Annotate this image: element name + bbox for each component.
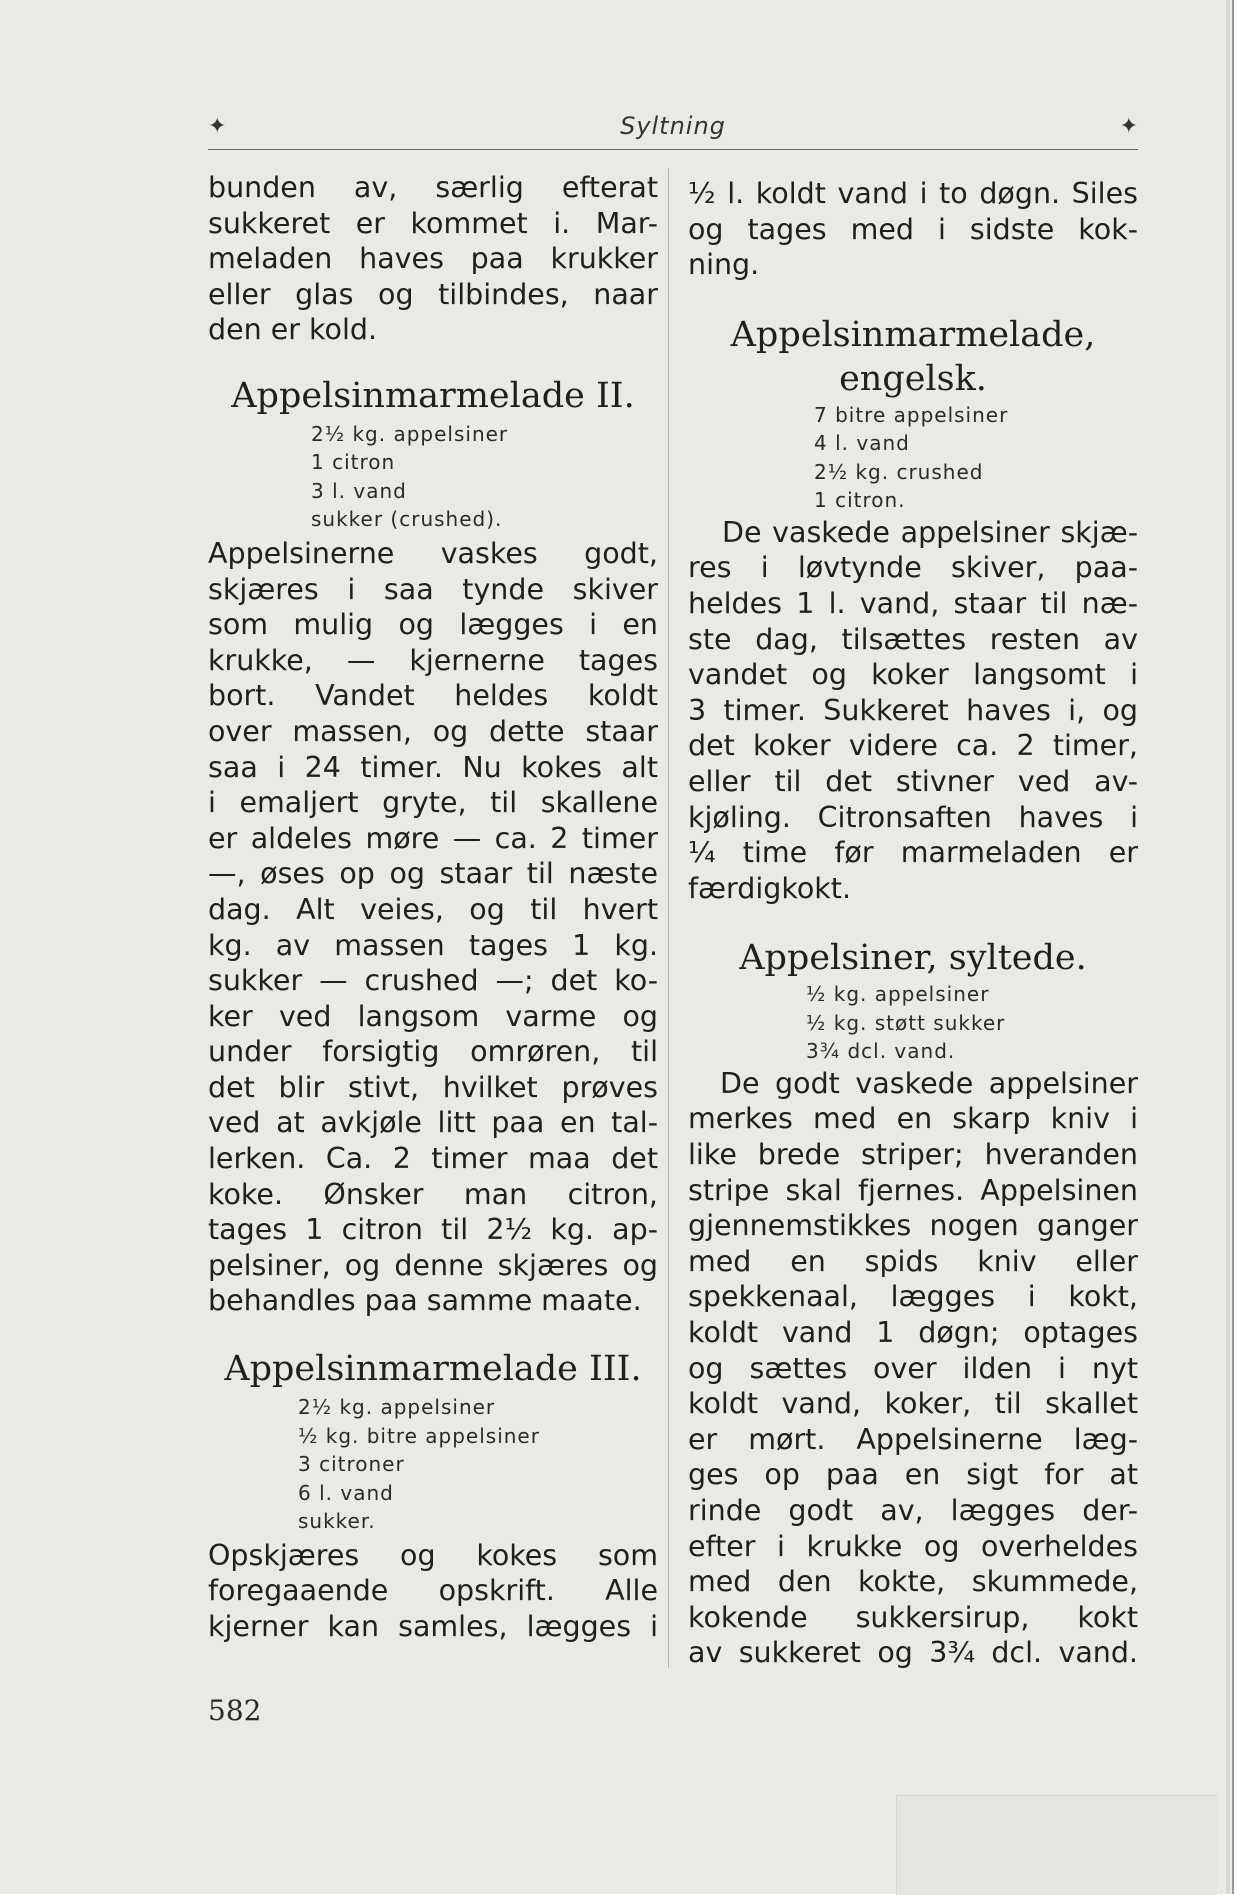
ingredient-item: 2½ kg. crushed: [814, 459, 984, 484]
header-rule: [208, 149, 1138, 150]
text-line: ved at avkjøle litt paa en tal-: [208, 1106, 658, 1140]
right-column: [688, 176, 1138, 1671]
text-line: koldt vand, koker, til skallet: [688, 1387, 1138, 1421]
ornament-right-icon: ✦: [1119, 114, 1138, 139]
ingredient-item: sukker (crushed).: [311, 507, 503, 532]
ingredient-item: sukker.: [298, 1509, 376, 1534]
recipe-paragraph: [208, 1538, 658, 1645]
heading-line: engelsk.: [839, 358, 987, 399]
recipe-paragraph: [208, 536, 658, 1319]
recipe-heading: Appelsinmarmelade II.: [231, 375, 635, 416]
text-line: kjøling. Citronsaften haves i: [688, 800, 1138, 834]
ingredient-item: 1 citron: [311, 450, 396, 475]
text-line: krukke, — kjernerne tages: [208, 643, 658, 677]
text-line: saa i 24 timer. Nu kokes alt: [208, 750, 658, 784]
text-line: stripe skal fjernes. Appelsinen: [688, 1173, 1138, 1207]
text-line: av sukkeret og 3¾ dcl. vand.: [688, 1636, 1138, 1670]
text-line: meladen haves paa krukker: [208, 242, 658, 276]
ingredient-item: 2½ kg. appelsiner: [298, 1395, 496, 1420]
recipe-paragraph: [688, 515, 1138, 907]
text-line: skjæres i saa tynde skiver: [208, 572, 658, 606]
text-line: 3 timer. Sukkeret haves i, og: [688, 693, 1138, 727]
text-line: som mulig og lægges i en: [208, 608, 658, 642]
text-line: tages 1 citron til 2½ kg. ap-: [208, 1213, 658, 1247]
ingredient-item: ½ kg. appelsiner: [806, 982, 990, 1007]
text-line: efter i krukke og overheldes: [688, 1529, 1138, 1563]
recipe-heading: [688, 313, 1138, 401]
text-line: res i løvtynde skiver, paa-: [688, 551, 1138, 585]
text-line: dag. Alt veies, og til hvert: [208, 892, 658, 926]
recipe-heading: Appelsinmarmelade III.: [224, 1349, 642, 1390]
text-line: bort. Vandet heldes koldt: [208, 679, 658, 713]
text-line: ½ l. koldt vand i to døgn. Siles: [688, 177, 1138, 210]
ingredient-item: 3¾ dcl. vand.: [806, 1039, 956, 1064]
column-divider: [668, 168, 669, 1668]
text-line: De vaskede appelsiner skjæ-: [722, 515, 1138, 549]
heading-line: Appelsinmarmelade,: [730, 314, 1096, 355]
ingredient-item: 4 l. vand: [814, 431, 910, 456]
right-intro-paragraph: [688, 176, 1138, 283]
text-line: eller til det stivner ved av-: [688, 764, 1138, 798]
text-line: i emaljert gryte, til skallene: [208, 786, 658, 820]
text-line: pelsiner, og denne skjæres og: [208, 1248, 658, 1282]
text-line: er mørt. Appelsinerne læg-: [688, 1422, 1138, 1456]
ingredient-item: 6 l. vand: [298, 1480, 394, 1505]
text-line: De godt vaskede appelsiner: [720, 1066, 1138, 1100]
page-edge: [1232, 0, 1244, 1894]
text-line: vandet og koker langsomt i: [688, 658, 1138, 692]
text-line: med den kokte, skummede,: [688, 1565, 1138, 1599]
text-line: det koker videre ca. 2 timer,: [688, 729, 1138, 763]
page-edge-shadow: [1226, 0, 1230, 1894]
ornament-left-icon: ✦: [208, 114, 227, 139]
ingredient-item: ½ kg. bitre appelsiner: [298, 1423, 540, 1448]
page-number: 582: [208, 1694, 262, 1727]
ingredient-item: 3 citroner: [298, 1452, 405, 1477]
text-line: under forsigtig omrøren, til: [208, 1035, 658, 1069]
text-line: færdigkokt.: [688, 871, 851, 905]
ingredient-item: 3 l. vand: [311, 478, 407, 503]
text-line: heldes 1 l. vand, staar til næ-: [688, 586, 1138, 620]
text-line: med en spids kniv eller: [688, 1244, 1138, 1278]
text-line: ¼ time før marmeladen er: [688, 836, 1138, 870]
ingredient-item: 7 bitre appelsiner: [814, 402, 1009, 427]
text-line: over massen, og dette staar: [208, 714, 658, 748]
text-line: —, øses op og staar til næste: [208, 857, 658, 891]
text-line: ker ved langsom varme og: [208, 999, 658, 1033]
ingredient-item: ½ kg. støtt sukker: [806, 1010, 1006, 1035]
text-line: koldt vand 1 døgn; optages: [688, 1315, 1138, 1349]
left-intro-paragraph: [208, 170, 658, 348]
paper-stain: [896, 1795, 1217, 1895]
text-line: kjerner kan samles, lægges i: [208, 1609, 658, 1643]
text-line: bunden av, særlig efterat: [208, 171, 658, 204]
text-line: like brede striper; hveranden: [688, 1138, 1138, 1171]
text-line: behandles paa samme maate.: [208, 1284, 642, 1318]
header-title: Syltning: [620, 112, 726, 140]
text-line: eller glas og tilbindes, naar: [208, 277, 658, 311]
text-line: Appelsinerne vaskes godt,: [208, 536, 658, 570]
text-line: lerken. Ca. 2 timer maa det: [208, 1142, 658, 1176]
recipe-heading: Appelsiner, syltede.: [739, 938, 1087, 979]
ingredient-item: 1 citron.: [814, 488, 906, 513]
ingredient-item: 2½ kg. appelsiner: [311, 421, 509, 446]
text-line: ste dag, tilsættes resten av: [688, 622, 1138, 656]
text-line: sukker — crushed —; det ko-: [208, 964, 658, 998]
text-line: og tages med i sidste kok-: [688, 212, 1138, 246]
text-line: ning.: [688, 248, 760, 282]
text-line: det blir stivt, hvilket prøves: [208, 1070, 658, 1104]
running-header: [208, 110, 1138, 150]
text-line: ges op paa en sigt for at: [688, 1458, 1138, 1492]
text-line: merkes med en skarp kniv i: [688, 1102, 1138, 1136]
recipe-paragraph: [688, 1066, 1138, 1671]
left-column: [208, 170, 658, 1644]
text-line: kg. av massen tages 1 kg.: [208, 928, 658, 962]
text-line: er aldeles møre — ca. 2 timer: [208, 821, 658, 855]
text-line: gjennemstikkes nogen ganger: [688, 1209, 1138, 1243]
text-line: kokende sukkersirup, kokt: [688, 1600, 1138, 1634]
ingredient-list: [806, 980, 1138, 1066]
text-line: Opskjæres og kokes som: [208, 1538, 658, 1572]
text-line: rinde godt av, lægges der-: [688, 1493, 1138, 1527]
text-line: sukkeret er kommet i. Mar-: [208, 206, 658, 240]
ingredient-list: [814, 401, 1138, 515]
text-line: spekkenaal, lægges i kokt,: [688, 1280, 1138, 1314]
text-line: foregaaende opskrift. Alle: [208, 1574, 658, 1608]
text-line: koke. Ønsker man citron,: [208, 1177, 658, 1211]
ingredient-list: [311, 420, 658, 534]
ingredient-list: [298, 1393, 658, 1536]
text-line: og sættes over ilden i nyt: [688, 1351, 1138, 1385]
text-line: den er kold.: [208, 313, 378, 347]
